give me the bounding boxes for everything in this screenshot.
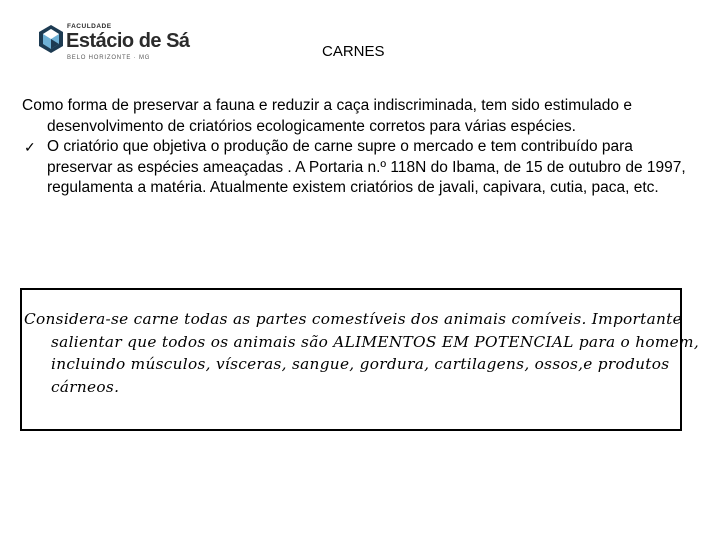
paragraph-criatorio: O criatório que objetiva o produção de carne supre o mercado e tem contribuído para preservar as espécies ameaçadas . A Portaria n.º 118N do Ibama, de 15 de outubro de 1997, regulamenta a matéria. Atualmente existem criatórios de javali, capivara, cutia, paca, etc. [47, 138, 686, 196]
logo-top-text: FACULDADE [67, 23, 112, 30]
definition-callout-box [20, 288, 699, 431]
slide-title: CARNES [322, 43, 385, 60]
checkmark-icon: ✓ [24, 139, 36, 155]
paragraph-preservation: Como forma de preservar a fauna e reduzir a caça indiscriminada, tem sido estimulado e desenvolvimento de criatórios ecologicamente corretos para várias espécies. [22, 97, 632, 135]
content-body [22, 96, 687, 199]
definition-text: Considera-se carne todas as partes comestíveis dos animais comíveis. Importante salientar que todos os animais são ALIMENTOS EM POTENCIAL para o homem, incluindo músculos, vísceras, sangue, gordura, cartilagens, ossos,e produtos cárneos. [24, 310, 699, 396]
logo-sub-text: BELO HORIZONTE · MG [67, 55, 151, 61]
bullet-item-criatorio [22, 137, 687, 199]
estacio-de-sa-logo [38, 20, 190, 66]
logo-main-text: Estácio de Sá [66, 30, 190, 52]
shield-logo-icon [38, 24, 64, 54]
